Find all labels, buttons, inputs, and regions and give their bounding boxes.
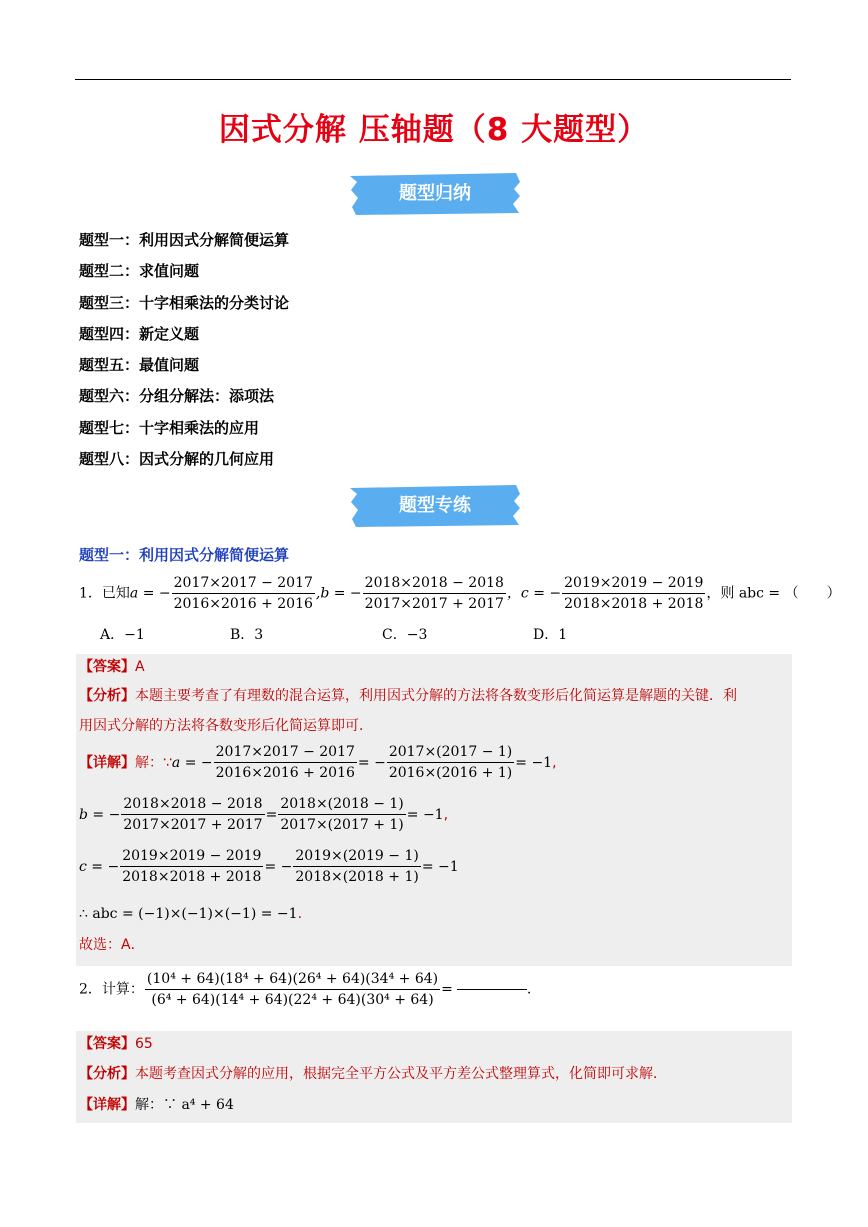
analysis-line-2 — [79, 715, 373, 735]
detail-b: b = − $\frac{2018\times 2018 - 2018}{2017\times 2017 + 2017}$ = $\frac{2018\times(2018 - 1)}{2017\times(2017 + 1)}$ = −1, — [79, 796, 449, 833]
var-c: c = − — [79, 859, 120, 875]
topic-item: 题型五：最值问题 — [79, 356, 200, 375]
option-c[interactable]: C．−3 — [382, 627, 428, 643]
answer-tag: 【答案】 — [79, 1036, 135, 1052]
option-d[interactable]: D．1 — [533, 627, 568, 643]
detail-text: 解：∵ a⁴ + 64 — [135, 1097, 234, 1113]
topic-item: 题型八：因式分解的几何应用 — [79, 450, 275, 469]
answer-value: 65 — [135, 1036, 153, 1052]
answer-tag: 【答案】 — [79, 659, 135, 675]
fraction-c — [562, 573, 705, 614]
var-b: b = − — [79, 807, 121, 823]
fraction — [121, 794, 264, 835]
option-a[interactable]: A．−1 — [100, 627, 145, 643]
numerator: 2019×2019 − 2019 — [120, 846, 263, 867]
answer-box-1 — [76, 654, 792, 966]
equals: = − — [264, 859, 293, 875]
numerator: 2018×(2018 − 1) — [278, 794, 405, 815]
denominator: 2018×(2018 + 1) — [295, 869, 419, 885]
conclusion-text: 故选：A． — [79, 937, 145, 953]
denominator: 2017×(2017 + 1) — [280, 817, 404, 833]
equals: = — [441, 981, 453, 998]
numerator: 2018×2018 − 2018 — [363, 573, 506, 594]
fraction — [278, 794, 405, 835]
var-a: a = − — [171, 755, 213, 771]
numerator: (10⁴ + 64)(18⁴ + 64)(26⁴ + 64)(34⁴ + 64) — [145, 969, 440, 990]
fraction — [293, 846, 420, 887]
denominator: 2017×2017 + 2017 — [364, 596, 504, 612]
var-b: ,b = − — [315, 585, 362, 602]
topic-item: 题型四：新定义题 — [79, 324, 200, 343]
answer-value: A — [135, 659, 145, 675]
denominator: 2016×2016 + 2016 — [173, 596, 313, 612]
analysis-line — [79, 1063, 667, 1083]
analysis-tag: 【分析】 — [79, 1066, 135, 1082]
answer-line — [79, 656, 145, 676]
detail-c — [79, 846, 459, 887]
detail-line — [79, 1094, 234, 1114]
question-1 — [79, 573, 841, 614]
question-number: 1．已知 — [79, 585, 130, 602]
detail-tag: 【详解】 — [79, 1097, 135, 1113]
analysis-line — [79, 685, 737, 705]
var-a: a = − — [129, 585, 171, 602]
option-b[interactable]: B．3 — [230, 627, 264, 643]
denominator: 2018×2018 + 2018 — [564, 596, 704, 612]
result: = −1 — [421, 859, 459, 875]
section-heading: 题型一：利用因式分解简便运算 — [79, 546, 290, 564]
detail-a: 【详解】解：∵a = − $\frac{2017\times 2017 - 2017}{2016\times 2016 + 2016}$ = − $\frac{2017\times(2017 - 1)}{2016\times(2016 + 1)}$ = −1, — [79, 744, 557, 781]
fraction — [387, 742, 514, 783]
equals: = − — [357, 755, 386, 771]
answer-blank[interactable] — [457, 989, 527, 990]
conclusion — [79, 934, 145, 954]
fraction-b — [363, 573, 506, 614]
topic-item: 题型二：求值问题 — [79, 262, 200, 281]
banner-summary — [348, 172, 522, 216]
denominator: (6⁴ + 64)(14⁴ + 64)(22⁴ + 64)(30⁴ + 64) — [151, 992, 434, 1008]
abc-result: ∴ abc = (−1)×(−1)×(−1) = −1 — [79, 906, 298, 922]
fraction-a — [172, 573, 315, 614]
fraction — [214, 742, 357, 783]
var-c: ，c = − — [506, 585, 562, 602]
denominator: 2016×(2016 + 1) — [388, 765, 513, 781]
detail-text: 解：∵ — [135, 755, 172, 771]
denominator: 2017×2017 + 2017 — [123, 817, 263, 833]
banner-summary-label: 题型归纳 — [399, 183, 471, 204]
denominator: 2016×2016 + 2016 — [215, 765, 355, 781]
analysis-text: 本题主要考查了有理数的混合运算，利用因式分解的方法将各数变形后化简运算是解题的关键．利 — [135, 688, 737, 704]
numerator: 2019×(2019 − 1) — [293, 846, 420, 867]
fraction-product — [145, 969, 440, 1010]
numerator: 2018×2018 − 2018 — [121, 794, 264, 815]
topic-item: 题型一：利用因式分解简便运算 — [79, 231, 290, 249]
answer-line — [79, 1033, 153, 1053]
analysis-tag: 【分析】 — [79, 688, 135, 704]
fraction — [120, 846, 263, 887]
page-title: 因式分解 压轴题（8 大题型） — [218, 112, 650, 148]
equals: = — [265, 807, 278, 823]
topic-item: 题型三：十字相乘法的分类讨论 — [79, 293, 290, 312]
question-suffix: ，则 abc = （ ） — [706, 585, 841, 602]
topic-item: 题型七：十字相乘法的应用 — [79, 418, 260, 437]
banner-practice — [348, 484, 522, 528]
question-2 — [79, 969, 531, 1010]
numerator: 2017×2017 − 2017 — [172, 573, 315, 594]
detail-abc: ∴ abc = (−1)×(−1)×(−1) = −1. — [79, 906, 303, 922]
analysis-text: 本题考查因式分解的应用，根据完全平方公式及平方差公式整理算式，化简即可求解． — [135, 1066, 667, 1082]
topic-item: 题型六：分组分解法：添项法 — [79, 387, 275, 406]
period: . — [526, 981, 532, 998]
denominator: 2018×2018 + 2018 — [122, 869, 262, 885]
numerator: 2017×(2017 − 1) — [387, 742, 514, 763]
topic-list — [79, 229, 289, 479]
numerator: 2019×2019 − 2019 — [562, 573, 705, 594]
result: = −1 — [406, 807, 444, 823]
result: = −1 — [515, 755, 553, 771]
detail-tag: 【详解】 — [79, 755, 135, 771]
question-number: 2．计算： — [79, 981, 144, 998]
answer-box-2 — [76, 1031, 792, 1123]
numerator: 2017×2017 − 2017 — [214, 742, 357, 763]
banner-practice-label: 题型专练 — [399, 495, 471, 516]
header-rule — [75, 79, 791, 80]
analysis-text: 用因式分解的方法将各数变形后化简运算即可． — [79, 718, 373, 734]
